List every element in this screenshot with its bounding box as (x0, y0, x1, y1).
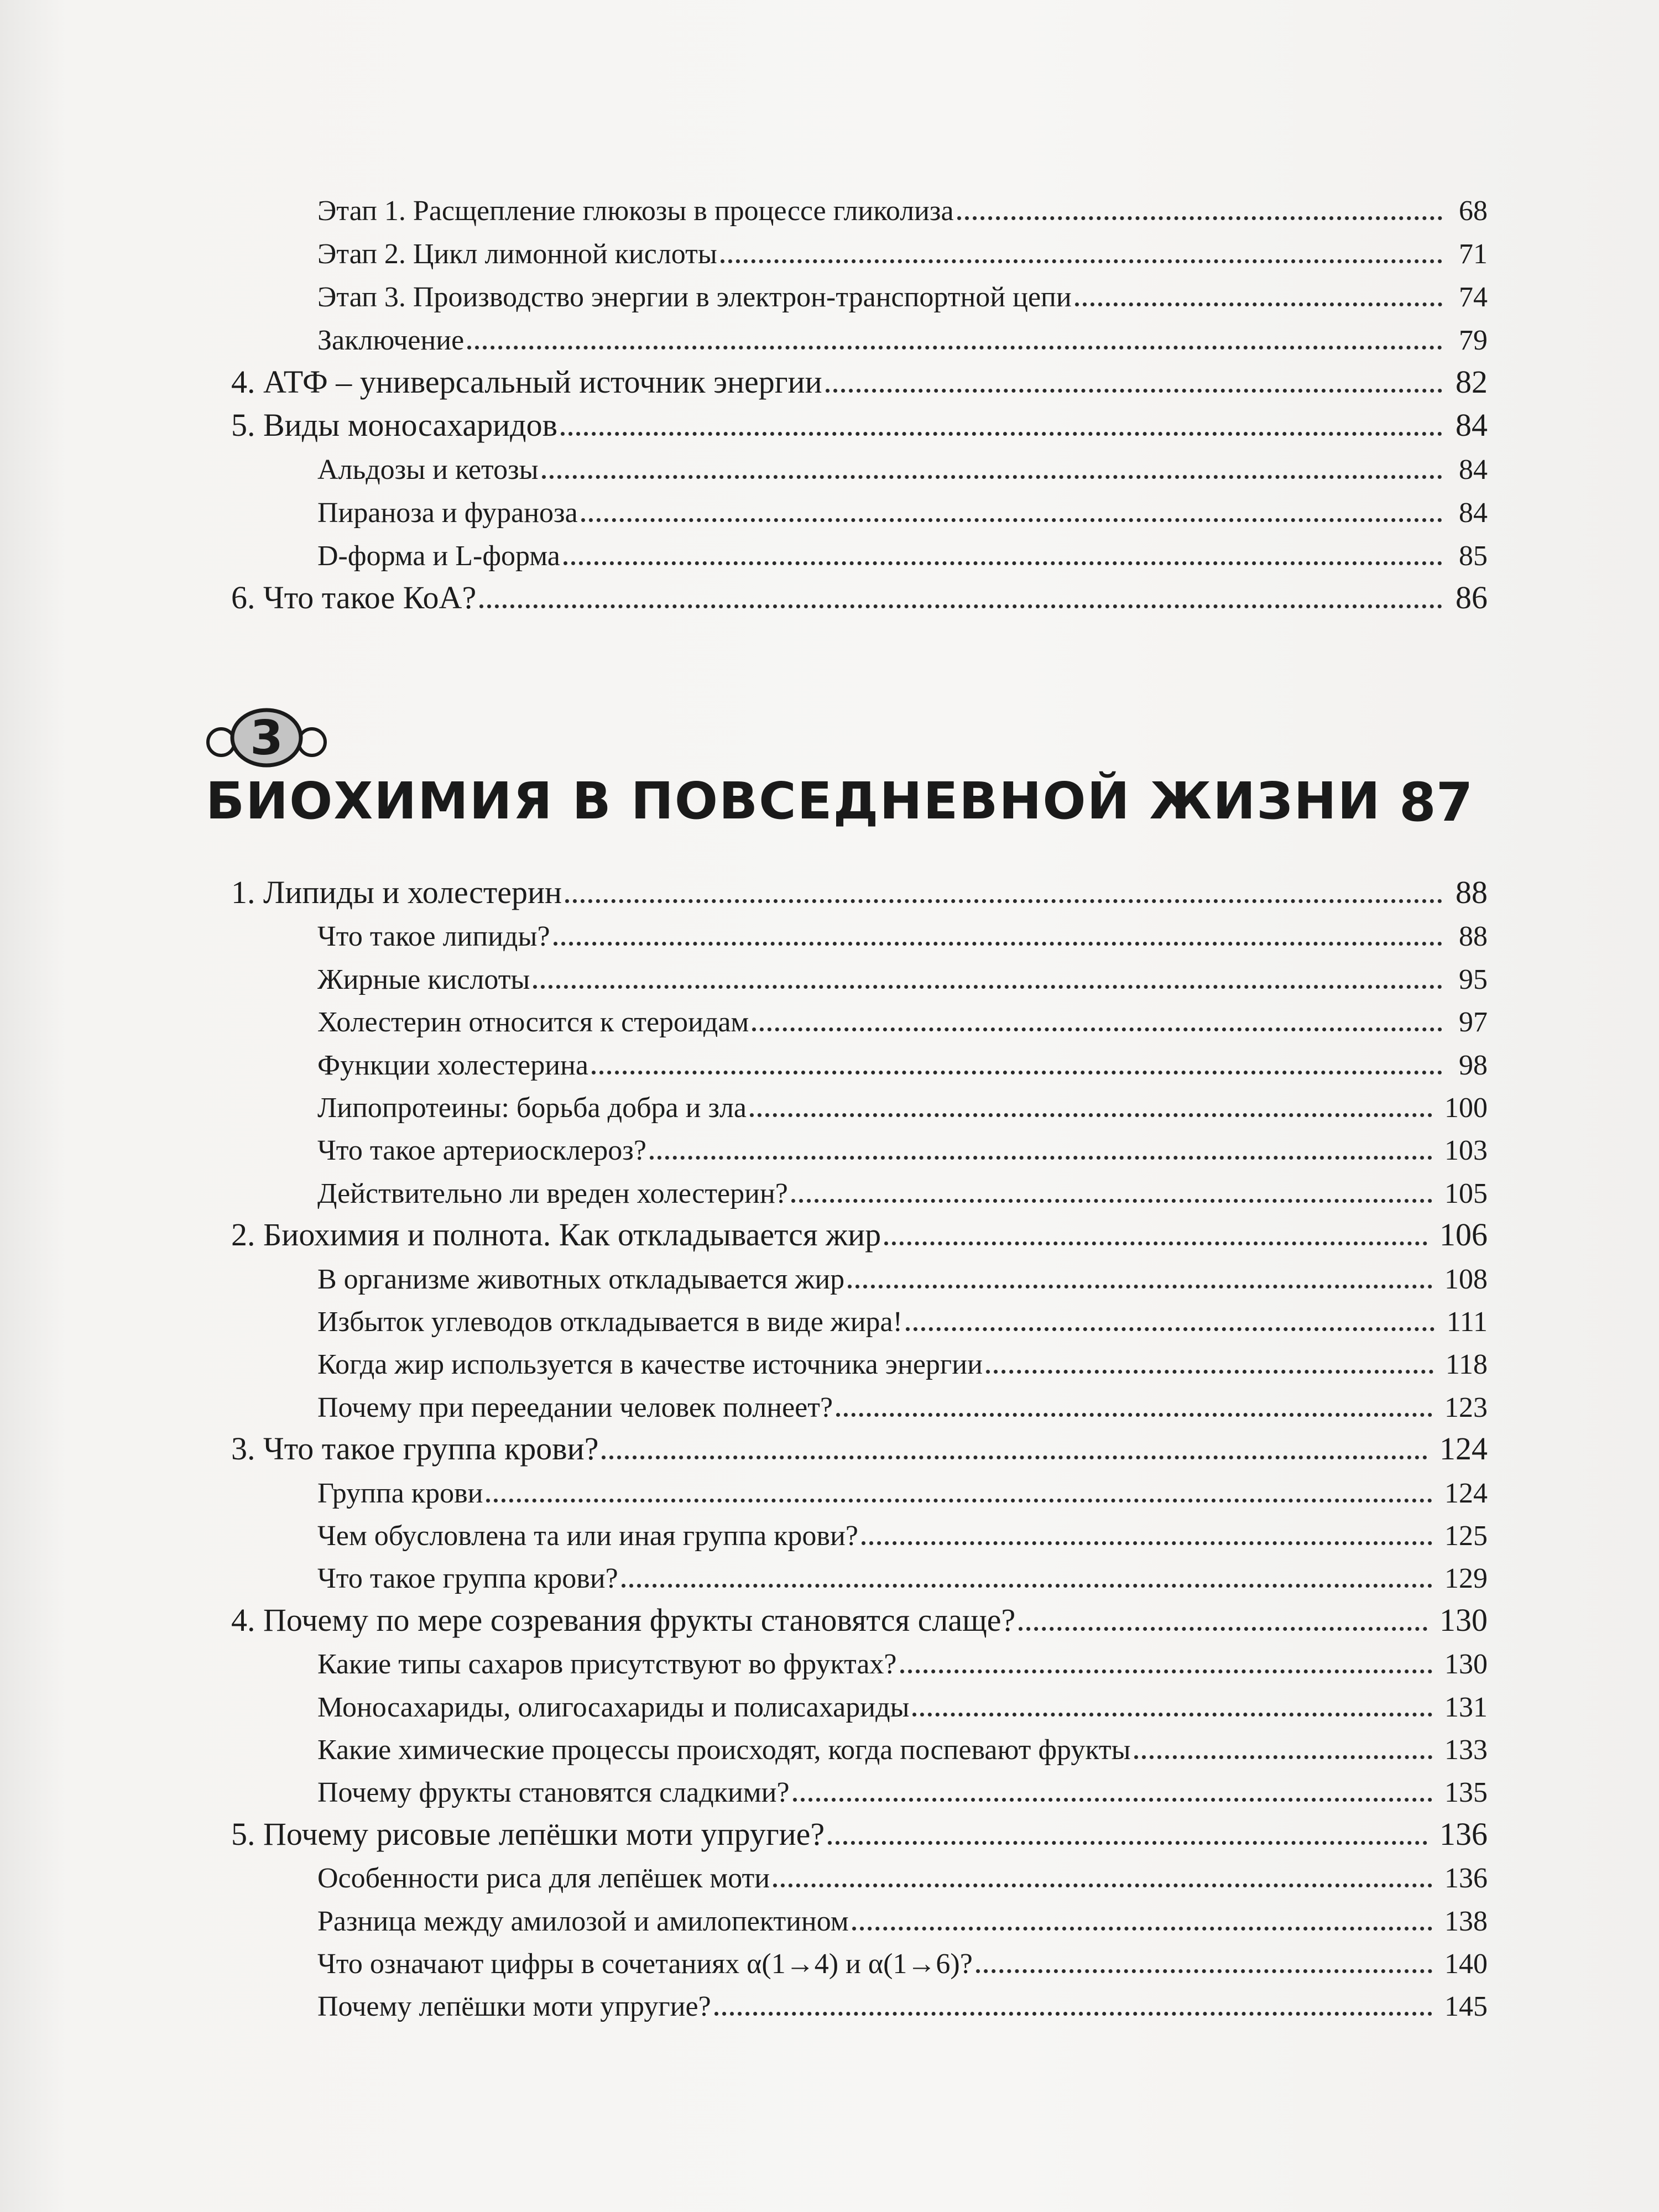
dot-leader (900, 1641, 1433, 1673)
toc-entry-page: 82 (1455, 364, 1488, 400)
toc-entry (317, 311, 1488, 355)
toc-entry (317, 1164, 1488, 1208)
toc-entry (231, 1207, 1488, 1251)
toc-entry-title: Какие типы сахаров присутствуют во фруктах? (317, 1648, 897, 1681)
toc-entry (317, 1464, 1488, 1508)
chapter-number: 3 (250, 711, 283, 766)
toc-entry-page: 138 (1444, 1905, 1488, 1937)
dot-leader (622, 1555, 1432, 1588)
toc-entry-title: Почему лепёшки моти упругие? (317, 1991, 711, 2023)
dot-leader (906, 1298, 1434, 1331)
dot-leader (602, 1427, 1427, 1459)
toc-entry (317, 1678, 1488, 1722)
dot-leader (884, 1213, 1427, 1245)
toc-entry-page: 130 (1439, 1601, 1488, 1638)
toc-entry-page: 85 (1459, 540, 1488, 572)
toc-entry-page: 136 (1444, 1863, 1488, 1895)
toc-entry-title: Почему фрукты становятся сладкими? (317, 1777, 790, 1809)
toc-entry-page: 84 (1455, 407, 1488, 443)
toc-entry (317, 181, 1488, 226)
toc-entry-title: Когда жир используется в качестве источника энергии (317, 1349, 983, 1381)
toc-entry-page: 140 (1444, 1948, 1488, 1980)
dot-leader (581, 489, 1442, 522)
dot-leader (564, 533, 1442, 565)
toc-entry (231, 354, 1488, 398)
toc-entry-title: 4. АТФ – универсальный источник энергии (231, 364, 822, 400)
dot-leader (836, 1384, 1432, 1417)
dot-leader (1075, 274, 1442, 306)
toc-entry (317, 225, 1488, 269)
toc-entry-title: 1. Липиды и холестерин (231, 874, 562, 910)
toc-entry-page: 79 (1459, 325, 1488, 356)
toc-entry-title: Заключение (317, 325, 465, 356)
chapter-page-number: 87 (1399, 771, 1473, 833)
dot-leader (714, 1983, 1432, 2016)
chapter-title: БИОХИМИЯ В ПОВСЕДНЕВНОЙ ЖИЗНИ (206, 771, 1381, 831)
toc-entry-title: 5. Виды моносахаридов (231, 407, 557, 443)
toc-entry-title: Пираноза и фураноза (317, 497, 578, 529)
toc-entry-title: 2. Биохимия и полнота. Как откладывается жир (231, 1217, 881, 1253)
toc-entry (231, 570, 1488, 614)
toc-entry-page: 86 (1455, 580, 1488, 615)
toc-entry-title: 3. Что такое группа крови? (231, 1431, 599, 1467)
dot-leader (1019, 1598, 1427, 1631)
toc-entry (317, 1977, 1488, 2021)
toc-entry-title: Холестерин относится к стероидам (317, 1006, 749, 1039)
dot-leader (554, 913, 1442, 946)
dot-leader (826, 360, 1442, 393)
dot-leader (592, 1042, 1442, 1074)
toc-entry (317, 1121, 1488, 1165)
toc-entry-page: 71 (1459, 238, 1488, 270)
toc-entry-title: Моносахариды, олигосахариды и полисахариды (317, 1691, 910, 1723)
toc-entry (317, 1849, 1488, 1893)
toc-entry (231, 1421, 1488, 1465)
dot-leader (486, 1470, 1432, 1503)
toc-entry (317, 1506, 1488, 1551)
toc-entry-page: 88 (1455, 874, 1488, 910)
toc-entry-title: 6. Что такое КоА? (231, 580, 477, 615)
toc-entry-page: 130 (1444, 1648, 1488, 1681)
toc-entry-title: Чем обусловлена та или иная группа крови? (317, 1520, 858, 1552)
dot-leader (467, 317, 1442, 349)
toc-entry (317, 1934, 1488, 1979)
dot-leader (912, 1684, 1432, 1717)
toc-entry (231, 397, 1488, 441)
toc-entry-page: 145 (1444, 1991, 1488, 2023)
toc-entry (317, 1635, 1488, 1679)
toc-entry (317, 1335, 1488, 1379)
toc-entry-title: Что означают цифры в сочетаниях α(1→4) и α(1→6)? (317, 1948, 973, 1980)
toc-entry-title: Этап 1. Расщепление глюкозы в процессе гликолиза (317, 195, 954, 227)
toc-entry-title: 5. Почему рисовые лепёшки моти упругие? (231, 1815, 825, 1852)
toc-entry (317, 1720, 1488, 1765)
dot-leader (565, 870, 1442, 903)
toc-entry-page: 105 (1444, 1177, 1488, 1209)
toc-entry-page: 95 (1459, 963, 1488, 995)
toc-entry (317, 950, 1488, 994)
dot-leader (986, 1341, 1433, 1374)
toc-entry (231, 1592, 1488, 1636)
dot-leader (650, 1127, 1432, 1160)
toc-entry-title: Группа крови (317, 1477, 483, 1509)
toc-entry (317, 1378, 1488, 1422)
toc-entry-title: Этап 2. Цикл лимонной кислоты (317, 238, 717, 270)
toc-entry (231, 1806, 1488, 1850)
toc-entry-page: 106 (1439, 1217, 1488, 1253)
toc-entry-page: 129 (1444, 1563, 1488, 1595)
toc-entry-title: Что такое артериосклероз? (317, 1135, 646, 1167)
toc-entry-page: 68 (1459, 195, 1488, 227)
toc-entry-page: 88 (1459, 921, 1488, 953)
toc-entry (317, 993, 1488, 1037)
toc-entry-title: Какие химические процессы происходят, когда поспевают фрукты (317, 1734, 1131, 1766)
toc-entry-title: Функции холестерина (317, 1049, 588, 1081)
toc-entry (317, 907, 1488, 951)
toc-entry-page: 108 (1444, 1263, 1488, 1295)
toc-entry (317, 1549, 1488, 1593)
dot-leader (848, 1256, 1432, 1288)
dot-leader (721, 231, 1442, 263)
toc-entry-title: Что такое группа крови? (317, 1563, 618, 1595)
toc-entry-page: 125 (1444, 1520, 1488, 1552)
toc-entry-page: 84 (1459, 454, 1488, 486)
dot-leader (862, 1512, 1432, 1545)
dot-leader (1134, 1726, 1432, 1759)
toc-entry-page: 118 (1445, 1349, 1488, 1381)
toc-entry-page: 123 (1444, 1391, 1488, 1423)
toc-entry-title: Жирные кислоты (317, 963, 530, 995)
chapter-number-badge (200, 708, 333, 768)
dot-leader (561, 403, 1442, 436)
toc-entry-page: 103 (1444, 1135, 1488, 1167)
toc-entry-page: 124 (1439, 1431, 1488, 1467)
dot-leader (852, 1898, 1432, 1931)
toc-entry (317, 268, 1488, 312)
dot-leader (957, 187, 1442, 220)
toc-entry-title: Что такое липиды? (317, 921, 550, 953)
toc-entry-page: 74 (1459, 281, 1488, 313)
dot-leader (828, 1812, 1427, 1845)
toc-entry-title: Избыток углеводов откладывается в виде жира! (317, 1306, 902, 1338)
dot-leader (479, 576, 1442, 608)
toc-entry-page: 111 (1446, 1306, 1488, 1338)
dot-leader (533, 956, 1442, 989)
dot-leader (773, 1855, 1432, 1887)
toc-entry-page: 135 (1444, 1777, 1488, 1809)
toc-entry (317, 1292, 1488, 1337)
toc-entry (231, 864, 1488, 909)
toc-entry-title: В организме животных откладывается жир (317, 1263, 845, 1295)
toc-entry-title: Этап 3. Производство энергии в электрон-транспортной цепи (317, 281, 1072, 313)
toc-entry-title: Почему при переедании человек полнеет? (317, 1391, 833, 1423)
toc-entry-title: Действительно ли вреден холестерин? (317, 1177, 788, 1209)
toc-entry-page: 133 (1444, 1734, 1488, 1766)
toc-entry-title: Разница между амилозой и амилопектином (317, 1905, 849, 1937)
toc-entry-title: Альдозы и кетозы (317, 454, 539, 486)
toc-entry-page: 98 (1459, 1049, 1488, 1081)
dot-leader (752, 999, 1442, 1031)
toc-entry (317, 1250, 1488, 1294)
toc-entry (317, 483, 1488, 528)
dot-leader (793, 1769, 1432, 1802)
toc-entry (317, 440, 1488, 484)
toc-entry-page: 124 (1444, 1477, 1488, 1509)
toc-entry-page: 131 (1444, 1691, 1488, 1723)
toc-entry-page: 97 (1459, 1006, 1488, 1039)
toc-entry (317, 526, 1488, 571)
toc-entry-page: 100 (1444, 1092, 1488, 1124)
toc-entry-title: Липопротеины: борьба добра и зла (317, 1092, 747, 1124)
dot-leader (976, 1940, 1432, 1973)
toc-entry (317, 1892, 1488, 1936)
toc-entry-title: D-форма и L-форма (317, 540, 560, 572)
dot-leader (791, 1170, 1432, 1203)
toc-entry-page: 136 (1439, 1815, 1488, 1852)
toc-entry (317, 1036, 1488, 1080)
toc-entry-title: 4. Почему по мере созревания фрукты становятся слаще? (231, 1601, 1016, 1638)
toc-entry (317, 1763, 1488, 1807)
toc-entry (317, 1078, 1488, 1123)
toc-entry-title: Особенности риса для лепёшек моти (317, 1863, 770, 1895)
dot-leader (542, 446, 1442, 479)
toc-entry-page: 84 (1459, 497, 1488, 529)
dot-leader (750, 1084, 1432, 1117)
